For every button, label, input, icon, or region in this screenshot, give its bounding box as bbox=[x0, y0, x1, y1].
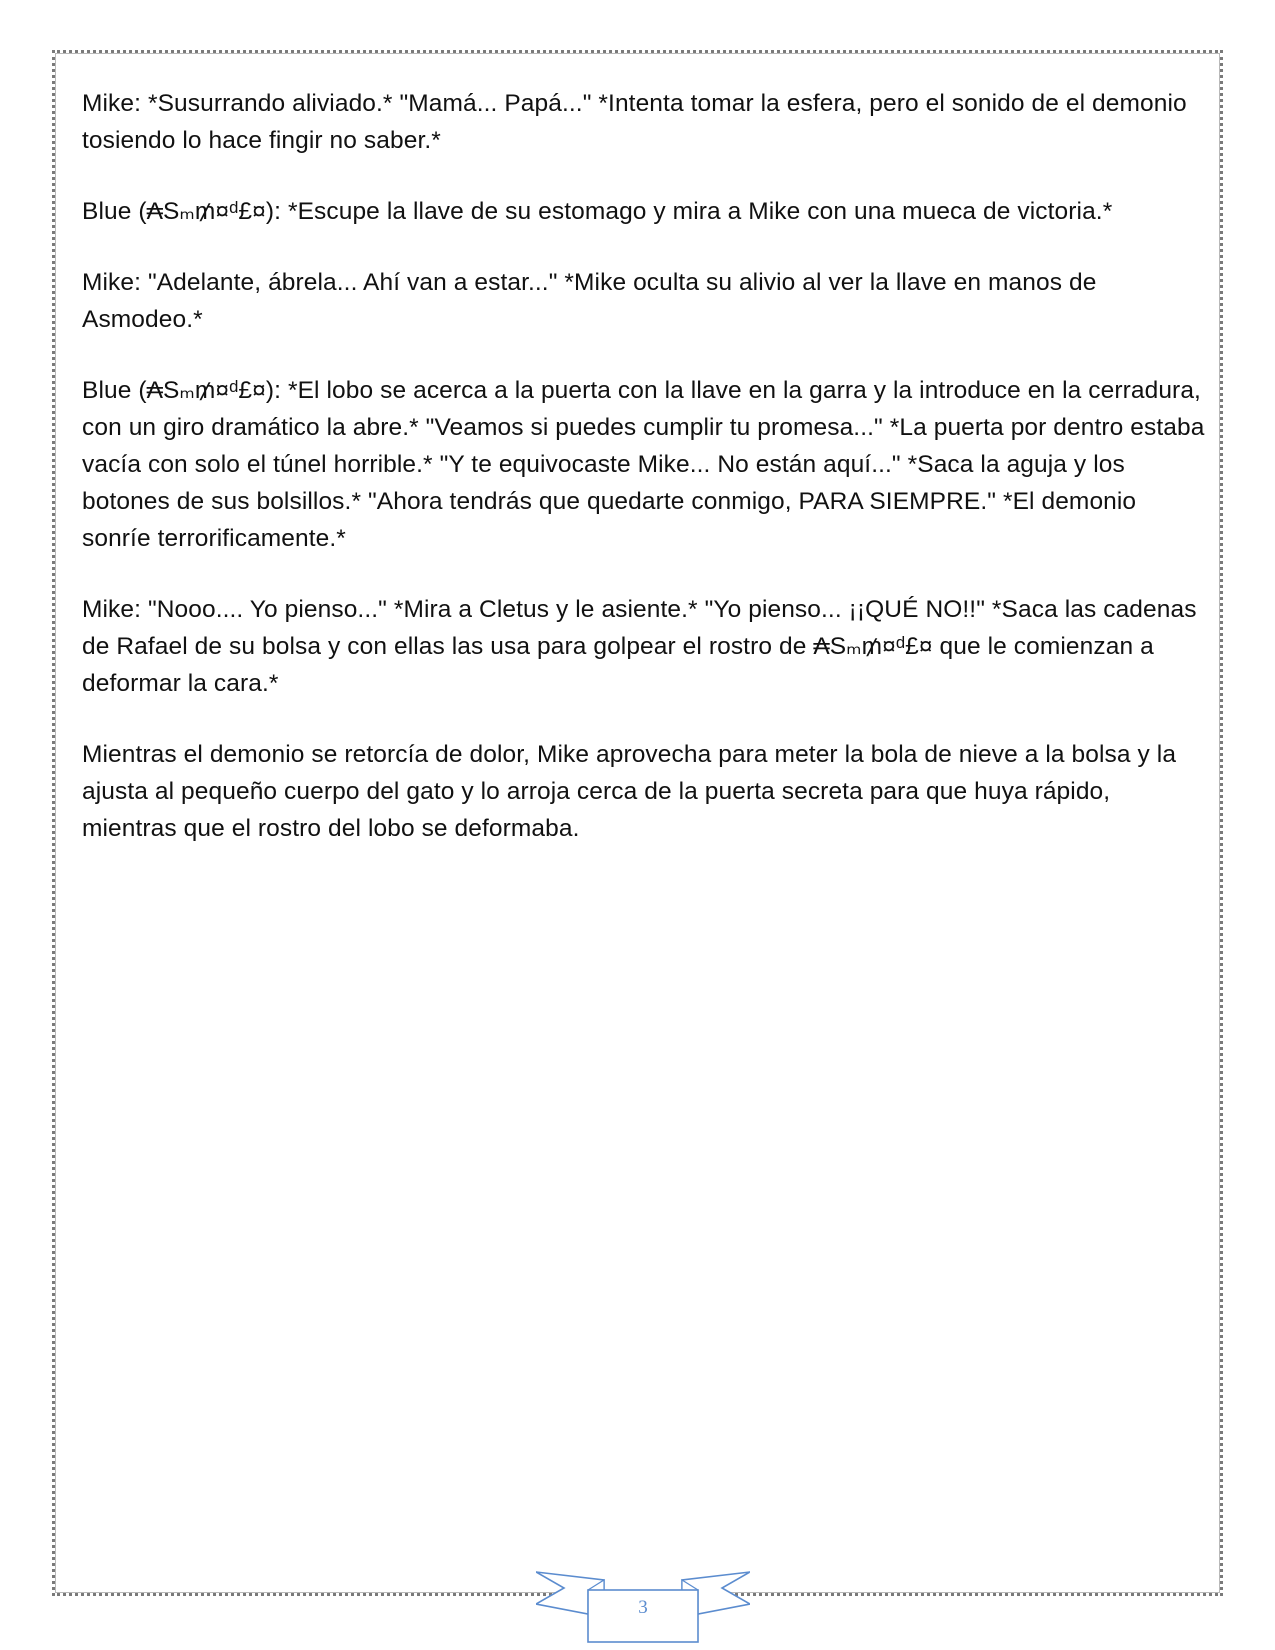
page-footer bbox=[536, 1566, 750, 1646]
document-body bbox=[82, 85, 1207, 881]
page-number: 3 bbox=[638, 1597, 648, 1618]
paragraph: Mike: "Nooo.... Yo pienso..." *Mira a Cletus y le asiente.* "Yo pienso... ¡¡QUÉ NO!!" *Saca las cadenas de Rafael de su bolsa y con ellas las usa para golpear el rostro de ₳Sₘ₥¤ᵈ£¤ que le comienzan a deformar la cara.* bbox=[82, 596, 1197, 697]
paragraph: Mientras el demonio se retorcía de dolor, Mike aprovecha para meter la bola de nieve a la bolsa y la ajusta al pequeño cuerpo del gato y lo arroja cerca de la puerta secreta para que huya rápido, mientras que el rostro del lobo se deformaba. bbox=[82, 741, 1177, 842]
paragraph: Blue (₳Sₘ₥¤ᵈ£¤): *El lobo se acerca a la puerta con la llave en la garra y la introduce en la cerradura, con un giro dramático la abre.* "Veamos si puedes cumplir tu promesa..." *La puerta por dentro estaba vacía con solo el túnel horrible.* "Y te equivocaste Mike... No están aquí..." *Saca la aguja y los botones de sus bolsillos.* "Ahora tendrás que quedarte conmigo, PARA SIEMPRE." *El demonio sonríe terrorificamente.* bbox=[82, 377, 1205, 552]
paragraph: Mike: *Susurrando aliviado.* "Mamá... Papá..." *Intenta tomar la esfera, pero el sonido de el demonio tosiendo lo hace fingir no saber.* bbox=[82, 90, 1187, 154]
paragraph: Blue (₳Sₘ₥¤ᵈ£¤): *Escupe la llave de su estomago y mira a Mike con una mueca de victoria.* bbox=[82, 198, 1113, 225]
paragraph: Mike: "Adelante, ábrela... Ahí van a estar..." *Mike oculta su alivio al ver la llave en manos de Asmodeo.* bbox=[82, 269, 1097, 333]
